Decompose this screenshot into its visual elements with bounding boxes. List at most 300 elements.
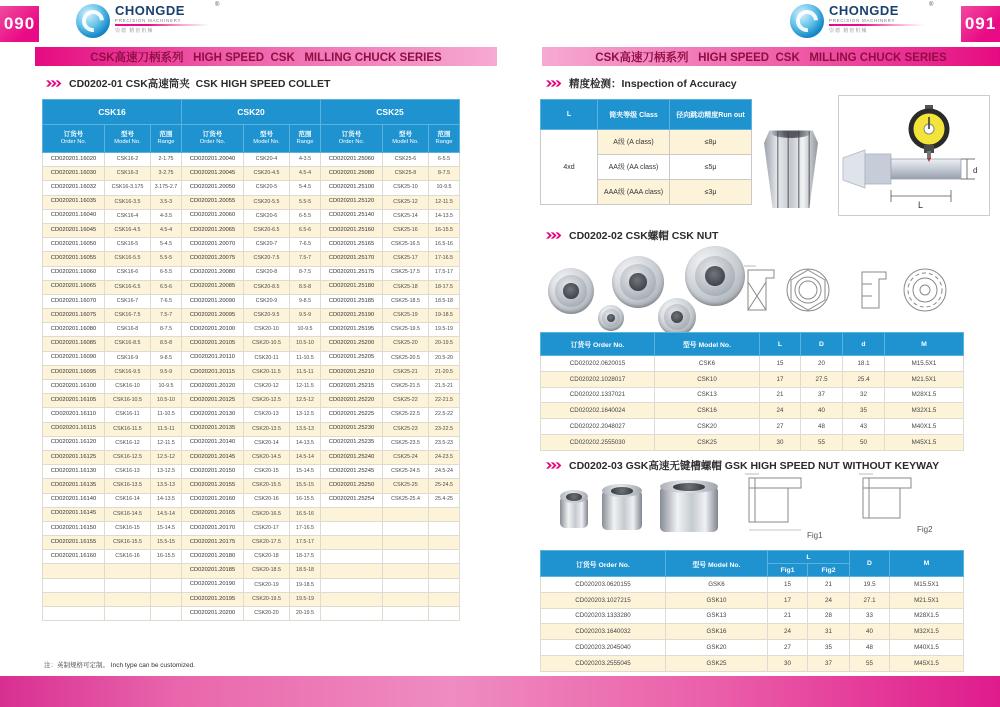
model-no-cell: CSK16-12.5 xyxy=(105,450,151,464)
order-no-cell: CD020201.25235 xyxy=(321,436,383,450)
nut-header-M: M xyxy=(885,333,964,356)
table-row xyxy=(43,550,460,564)
model-no-cell: CSK16-10.5 xyxy=(105,394,151,408)
range-cell: 3-2.75 xyxy=(151,167,182,181)
dial-gauge-diagram xyxy=(839,96,987,213)
range-cell: 24-23.5 xyxy=(429,450,460,464)
group-header-csk20: CSK20 xyxy=(182,100,321,125)
range-cell: 4.5-4 xyxy=(151,223,182,237)
order-no-cell: CD020201.16120 xyxy=(43,436,105,450)
model-no-cell: CSK16-12 xyxy=(105,436,151,450)
M-cell: M45X1.5 xyxy=(885,434,964,450)
order-no-cell: CD020203.2555045 xyxy=(541,655,666,671)
gsk-nut-table xyxy=(540,550,964,672)
range-cell xyxy=(429,507,460,521)
range-cell: 25-24.5 xyxy=(429,479,460,493)
order-no-cell: CD020201.20115 xyxy=(182,365,244,379)
order-no-cell: CD020202.1337021 xyxy=(541,387,655,403)
fig1-cell: 17 xyxy=(768,592,808,608)
range-cell: 5.5-5 xyxy=(151,252,182,266)
range-cell: 10-9.5 xyxy=(290,323,321,337)
table-row xyxy=(43,223,460,237)
range-cell: 9-8.5 xyxy=(290,294,321,308)
range-cell: 10.5-10 xyxy=(290,337,321,351)
table-row xyxy=(43,592,460,606)
model-no-cell: CSK16-7 xyxy=(105,294,151,308)
model-no-cell: CSK25-8 xyxy=(383,167,429,181)
model-no-cell: CSK16-6 xyxy=(105,266,151,280)
range-cell: 4-3.5 xyxy=(290,153,321,167)
table-row xyxy=(541,577,964,593)
logo-chinese-name: 崇德 精密机械 xyxy=(115,28,154,34)
class-cell: AA级 (AA class) xyxy=(598,155,670,180)
L-cell: 24 xyxy=(760,403,801,419)
range-cell: 17.5-17 xyxy=(429,266,460,280)
range-cell: 5.5-5 xyxy=(290,195,321,209)
model-no-cell xyxy=(383,536,429,550)
model-no-cell: CSK25-6 xyxy=(383,153,429,167)
gsk-header-L: L xyxy=(768,551,850,564)
model-no-cell xyxy=(383,578,429,592)
table-row xyxy=(43,607,460,621)
col-header-range: 范围 Range xyxy=(290,125,321,153)
order-no-cell: CD020201.16030 xyxy=(43,167,105,181)
bottom-decorative-strip xyxy=(0,676,1000,707)
order-no-cell: CD020201.25140 xyxy=(321,209,383,223)
M-cell: M40X1.5 xyxy=(885,419,964,435)
test-bar xyxy=(891,159,961,179)
model-no-cell: CSK25-23 xyxy=(383,422,429,436)
range-cell: 21.5-21 xyxy=(429,380,460,394)
section-title-csk-nut: CD0202-02 CSK螺帽 CSK NUT xyxy=(569,230,719,242)
order-no-cell xyxy=(43,578,105,592)
order-no-cell: CD020201.16060 xyxy=(43,266,105,280)
model-no-cell: CSK16-6.5 xyxy=(105,280,151,294)
order-no-cell xyxy=(43,607,105,621)
range-cell: 14.5-14 xyxy=(290,450,321,464)
model-no-cell: CSK16-4 xyxy=(105,209,151,223)
order-no-cell xyxy=(321,578,383,592)
order-no-cell: CD020201.16065 xyxy=(43,280,105,294)
company-logo xyxy=(76,4,219,38)
gsk-nut-photo xyxy=(660,486,718,532)
table-row xyxy=(541,403,964,419)
model-no-cell: CSK25-21.5 xyxy=(383,380,429,394)
model-no-cell: CSK16-9 xyxy=(105,351,151,365)
csk-nut-table xyxy=(540,332,964,451)
range-cell: 20-19.5 xyxy=(429,337,460,351)
page-number-right: 091 xyxy=(961,6,1000,42)
order-no-cell xyxy=(321,607,383,621)
table-row xyxy=(43,181,460,195)
model-no-cell xyxy=(383,607,429,621)
order-no-cell: CD020201.16035 xyxy=(43,195,105,209)
series-title: CSK高速刀柄系列 HIGH SPEED CSK MILLING CHUCK SERIES xyxy=(90,51,442,64)
table-row xyxy=(541,608,964,624)
order-no-cell: CD020201.20045 xyxy=(182,167,244,181)
fig1-cell: 30 xyxy=(768,655,808,671)
range-cell: 15.5-15 xyxy=(290,479,321,493)
gsk-nut-photo xyxy=(560,496,588,528)
model-no-cell: CSK25-16.5 xyxy=(383,238,429,252)
model-no-cell: CSK20-19 xyxy=(244,578,290,592)
dim-label-d: d xyxy=(973,166,978,175)
model-no-cell: CSK20-16 xyxy=(244,493,290,507)
table-row xyxy=(43,167,460,181)
model-no-cell: CSK25-25.4 xyxy=(383,493,429,507)
series-title: CSK高速刀柄系列 HIGH SPEED CSK MILLING CHUCK SERIES xyxy=(595,51,947,64)
order-no-cell: CD020201.16140 xyxy=(43,493,105,507)
order-no-cell: CD020201.20060 xyxy=(182,209,244,223)
range-cell: 11.5-11 xyxy=(151,422,182,436)
logo-chinese-name: 崇德 精密机械 xyxy=(829,28,868,34)
dim-label-L: L xyxy=(918,200,924,210)
model-no-cell: CSK20-13 xyxy=(244,408,290,422)
range-cell: 8-7.5 xyxy=(151,323,182,337)
order-no-cell: CD020201.20075 xyxy=(182,252,244,266)
range-cell: 12-11.5 xyxy=(290,380,321,394)
company-logo xyxy=(790,4,933,38)
model-no-cell: CSK25-24 xyxy=(383,450,429,464)
range-cell: 8.5-8 xyxy=(290,280,321,294)
table-row xyxy=(541,434,964,450)
model-no-cell: GSK13 xyxy=(666,608,768,624)
M-cell: M32X1.5 xyxy=(890,624,964,640)
range-cell: 6-5.5 xyxy=(290,209,321,223)
model-no-cell: GSK6 xyxy=(666,577,768,593)
csk-nut-technical-drawings xyxy=(742,260,957,325)
order-no-cell: CD020201.20105 xyxy=(182,337,244,351)
order-no-cell: CD020201.16095 xyxy=(43,365,105,379)
range-cell: 24.5-24 xyxy=(429,465,460,479)
range-cell: 13.5-13 xyxy=(151,479,182,493)
model-no-cell: GSK16 xyxy=(666,624,768,640)
table-row xyxy=(43,280,460,294)
col-header-model: 型号 Model No. xyxy=(244,125,290,153)
order-no-cell: CD020201.25220 xyxy=(321,394,383,408)
order-no-cell: CD020201.25060 xyxy=(321,153,383,167)
model-no-cell: CSK20-8.5 xyxy=(244,280,290,294)
order-no-cell: CD020201.25185 xyxy=(321,294,383,308)
nut-header-order: 订货号 Order No. xyxy=(541,333,655,356)
model-no-cell xyxy=(105,564,151,578)
order-no-cell: CD020201.20190 xyxy=(182,578,244,592)
table-row xyxy=(43,238,460,252)
range-cell xyxy=(151,592,182,606)
model-no-cell: CSK20-4.5 xyxy=(244,167,290,181)
model-no-cell: CSK25-17 xyxy=(383,252,429,266)
range-cell: 14-13.5 xyxy=(429,209,460,223)
acc-header-L: L xyxy=(541,100,598,130)
range-cell: 16-15.5 xyxy=(429,223,460,237)
table-row xyxy=(43,195,460,209)
D-cell: 55 xyxy=(801,434,843,450)
globe-logo-icon xyxy=(76,4,110,38)
range-cell: 22-21.5 xyxy=(429,394,460,408)
order-no-cell: CD020201.16145 xyxy=(43,507,105,521)
order-no-cell xyxy=(321,521,383,535)
range-cell: 2-1.75 xyxy=(151,153,182,167)
range-cell: 3.5-3 xyxy=(151,195,182,209)
model-no-cell: CSK16-15 xyxy=(105,521,151,535)
fig1-cell: 27 xyxy=(768,640,808,656)
model-no-cell xyxy=(383,550,429,564)
order-no-cell: CD020201.16100 xyxy=(43,380,105,394)
range-cell: 16-15.5 xyxy=(290,493,321,507)
M-cell: M15.5X1 xyxy=(885,356,964,372)
range-cell: 15-14.5 xyxy=(151,521,182,535)
model-no-cell: CSK25-12 xyxy=(383,195,429,209)
order-no-cell: CD020201.20140 xyxy=(182,436,244,450)
col-header-order: 订货号 Order No. xyxy=(182,125,244,153)
order-no-cell: CD020201.25250 xyxy=(321,479,383,493)
series-title-bar-right xyxy=(542,47,1000,66)
accuracy-table xyxy=(540,99,752,205)
range-cell: 6.5-6 xyxy=(290,223,321,237)
nut-header-L: L xyxy=(760,333,801,356)
order-no-cell: CD020201.16032 xyxy=(43,181,105,195)
nut-photo xyxy=(598,305,624,331)
order-no-cell: CD020201.20155 xyxy=(182,479,244,493)
model-no-cell: CSK16-14 xyxy=(105,493,151,507)
D-cell: 33 xyxy=(850,608,890,624)
range-cell: 11-10.5 xyxy=(290,351,321,365)
model-no-cell: CSK25-17.5 xyxy=(383,266,429,280)
nut-photo xyxy=(658,298,696,336)
range-cell xyxy=(429,564,460,578)
D-cell: 40 xyxy=(801,403,843,419)
order-no-cell: CD020201.20095 xyxy=(182,309,244,323)
range-cell: 14-13.5 xyxy=(290,436,321,450)
nut-header-d: d xyxy=(843,333,885,356)
model-no-cell: CSK20-9.5 xyxy=(244,309,290,323)
model-no-cell: CSK25 xyxy=(655,434,760,450)
model-no-cell: CSK16-14.5 xyxy=(105,507,151,521)
range-cell xyxy=(151,607,182,621)
model-no-cell: CSK13 xyxy=(655,387,760,403)
range-cell: 15-14.5 xyxy=(290,465,321,479)
d-cell: 43 xyxy=(843,419,885,435)
order-no-cell: CD020201.20125 xyxy=(182,394,244,408)
nut-photo xyxy=(548,268,594,314)
table-row xyxy=(541,387,964,403)
model-no-cell: CSK25-22.5 xyxy=(383,408,429,422)
d-cell: 25.4 xyxy=(843,371,885,387)
d-cell: 50 xyxy=(843,434,885,450)
order-no-cell: CD020201.16155 xyxy=(43,536,105,550)
order-no-cell: CD020201.20185 xyxy=(182,564,244,578)
M-cell: M28X1.5 xyxy=(885,387,964,403)
model-no-cell: GSK20 xyxy=(666,640,768,656)
fig1-cell: 21 xyxy=(768,608,808,624)
model-no-cell: CSK16-9.5 xyxy=(105,365,151,379)
order-no-cell: CD020201.16090 xyxy=(43,351,105,365)
order-no-cell: CD020201.25120 xyxy=(321,195,383,209)
range-cell: 12.5-12 xyxy=(151,450,182,464)
col-header-range: 范围 Range xyxy=(151,125,182,153)
model-no-cell: CSK20-6.5 xyxy=(244,223,290,237)
M-cell: M45X1.5 xyxy=(890,655,964,671)
range-cell: 10-9.5 xyxy=(429,181,460,195)
model-no-cell: CSK16-8.5 xyxy=(105,337,151,351)
logo-underline xyxy=(115,24,210,26)
acc-header-runout: 径向跳动精度Run out xyxy=(670,100,752,130)
logo-subtitle: PRECISION MACHINERY xyxy=(115,18,182,23)
range-cell: 11.5-11 xyxy=(290,365,321,379)
model-no-cell: CSK16-3.175 xyxy=(105,181,151,195)
model-no-cell: CSK20-7 xyxy=(244,238,290,252)
model-no-cell: CSK25-24.5 xyxy=(383,465,429,479)
range-cell: 6-5.5 xyxy=(151,266,182,280)
range-cell xyxy=(429,578,460,592)
col-header-model: 型号 Model No. xyxy=(105,125,151,153)
col-header-model: 型号 Model No. xyxy=(383,125,429,153)
range-cell: 13-12.5 xyxy=(290,408,321,422)
model-no-cell: CSK16-3.5 xyxy=(105,195,151,209)
model-no-cell: CSK25-19 xyxy=(383,309,429,323)
range-cell: 23-22.5 xyxy=(429,422,460,436)
csk-nut-photos xyxy=(545,244,775,328)
fig2-cell: 21 xyxy=(808,577,850,593)
model-no-cell: CSK16-5.5 xyxy=(105,252,151,266)
order-no-cell: CD020201.16050 xyxy=(43,238,105,252)
range-cell: 11-10.5 xyxy=(151,408,182,422)
model-no-cell: CSK20-10.5 xyxy=(244,337,290,351)
table-row xyxy=(43,422,460,436)
D-cell: 27.1 xyxy=(850,592,890,608)
M-cell: M15.5X1 xyxy=(890,577,964,593)
range-cell: 22.5-22 xyxy=(429,408,460,422)
fig2-cell: 35 xyxy=(808,640,850,656)
triple-chevron-icon xyxy=(546,231,564,240)
model-no-cell: CSK16-13.5 xyxy=(105,479,151,493)
order-no-cell: CD020201.16020 xyxy=(43,153,105,167)
order-no-cell: CD020201.20055 xyxy=(182,195,244,209)
range-cell: 12.5-12 xyxy=(290,394,321,408)
model-no-cell: CSK16-2 xyxy=(105,153,151,167)
order-no-cell: CD020201.25175 xyxy=(321,266,383,280)
table-row xyxy=(43,408,460,422)
range-cell: 23.5-23 xyxy=(429,436,460,450)
table-row xyxy=(43,153,460,167)
order-no-cell: CD020201.20160 xyxy=(182,493,244,507)
model-no-cell: CSK20-11.5 xyxy=(244,365,290,379)
table-row xyxy=(541,640,964,656)
range-cell: 5-4.5 xyxy=(290,181,321,195)
model-no-cell xyxy=(105,607,151,621)
range-cell: 3.175-2.7 xyxy=(151,181,182,195)
fig2-label: Fig2 xyxy=(917,525,933,534)
model-no-cell: CSK20-20 xyxy=(244,607,290,621)
order-no-cell: CD020201.16110 xyxy=(43,408,105,422)
order-no-cell: CD020201.16085 xyxy=(43,337,105,351)
order-no-cell: CD020202.1640024 xyxy=(541,403,655,419)
triple-chevron-icon xyxy=(46,79,64,88)
order-no-cell: CD020201.16130 xyxy=(43,465,105,479)
gsk-header-D: D xyxy=(850,551,890,577)
range-cell: 15.5-15 xyxy=(151,536,182,550)
range-cell: 14-13.5 xyxy=(151,493,182,507)
fig2-cell: 24 xyxy=(808,592,850,608)
table-row xyxy=(541,655,964,671)
table-row xyxy=(43,294,460,308)
model-no-cell: CSK25-22 xyxy=(383,394,429,408)
nut-front-view xyxy=(787,269,829,311)
model-no-cell: CSK25-21 xyxy=(383,365,429,379)
model-no-cell xyxy=(105,578,151,592)
runout-cell: ≤5μ xyxy=(670,155,752,180)
model-no-cell: CSK25-16 xyxy=(383,223,429,237)
order-no-cell: CD020201.20090 xyxy=(182,294,244,308)
range-cell: 7-6.5 xyxy=(151,294,182,308)
D-cell: 48 xyxy=(801,419,843,435)
logo-name: CHONGDE xyxy=(115,3,185,18)
range-cell: 12-11.5 xyxy=(151,436,182,450)
acc-header-class: 筒夹等级 Class xyxy=(598,100,670,130)
collet-section xyxy=(865,154,891,184)
model-no-cell: CSK10 xyxy=(655,371,760,387)
range-cell xyxy=(151,578,182,592)
model-no-cell xyxy=(383,507,429,521)
runout-cell: ≤8μ xyxy=(670,130,752,155)
table-row xyxy=(541,356,964,372)
gsk-nut-technical-drawings xyxy=(735,466,975,549)
range-cell: 10-9.5 xyxy=(151,380,182,394)
model-no-cell: CSK20-5.5 xyxy=(244,195,290,209)
range-cell xyxy=(429,592,460,606)
L-cell: 30 xyxy=(760,434,801,450)
range-cell: 19.5-19 xyxy=(429,323,460,337)
L-cell: 21 xyxy=(760,387,801,403)
model-no-cell: CSK16-10 xyxy=(105,380,151,394)
d-cell: 32 xyxy=(843,387,885,403)
model-no-cell: CSK20-17 xyxy=(244,521,290,535)
range-cell: 16-15.5 xyxy=(151,550,182,564)
nut-front-view xyxy=(904,269,946,311)
model-no-cell: CSK20-15.5 xyxy=(244,479,290,493)
range-cell: 4.5-4 xyxy=(290,167,321,181)
order-no-cell: CD020201.20050 xyxy=(182,181,244,195)
table-row xyxy=(43,578,460,592)
range-cell: 21-20.5 xyxy=(429,365,460,379)
order-no-cell: CD020201.16040 xyxy=(43,209,105,223)
D-cell: 20 xyxy=(801,356,843,372)
order-no-cell: CD020203.1027215 xyxy=(541,592,666,608)
model-no-cell xyxy=(383,521,429,535)
order-no-cell: CD020203.1640032 xyxy=(541,624,666,640)
range-cell xyxy=(429,521,460,535)
fig2-cell: 28 xyxy=(808,608,850,624)
range-cell: 17-16.5 xyxy=(429,252,460,266)
model-no-cell: CSK20-9 xyxy=(244,294,290,308)
range-cell: 20-19.5 xyxy=(290,607,321,621)
model-no-cell: CSK20-7.5 xyxy=(244,252,290,266)
range-cell: 16.5-16 xyxy=(290,507,321,521)
class-cell: AAA级 (AAA class) xyxy=(598,180,670,205)
nut-header-model: 型号 Model No. xyxy=(655,333,760,356)
model-no-cell: CSK20-12.5 xyxy=(244,394,290,408)
model-no-cell: CSK20-8 xyxy=(244,266,290,280)
order-no-cell: CD020201.20130 xyxy=(182,408,244,422)
triple-chevron-icon xyxy=(546,79,564,88)
order-no-cell: CD020201.20195 xyxy=(182,592,244,606)
order-no-cell xyxy=(43,592,105,606)
group-header-csk16: CSK16 xyxy=(43,100,182,125)
range-cell: 9.5-9 xyxy=(290,309,321,323)
order-no-cell: CD020201.25245 xyxy=(321,465,383,479)
registered-mark: ® xyxy=(215,2,220,8)
order-no-cell: CD020201.20145 xyxy=(182,450,244,464)
